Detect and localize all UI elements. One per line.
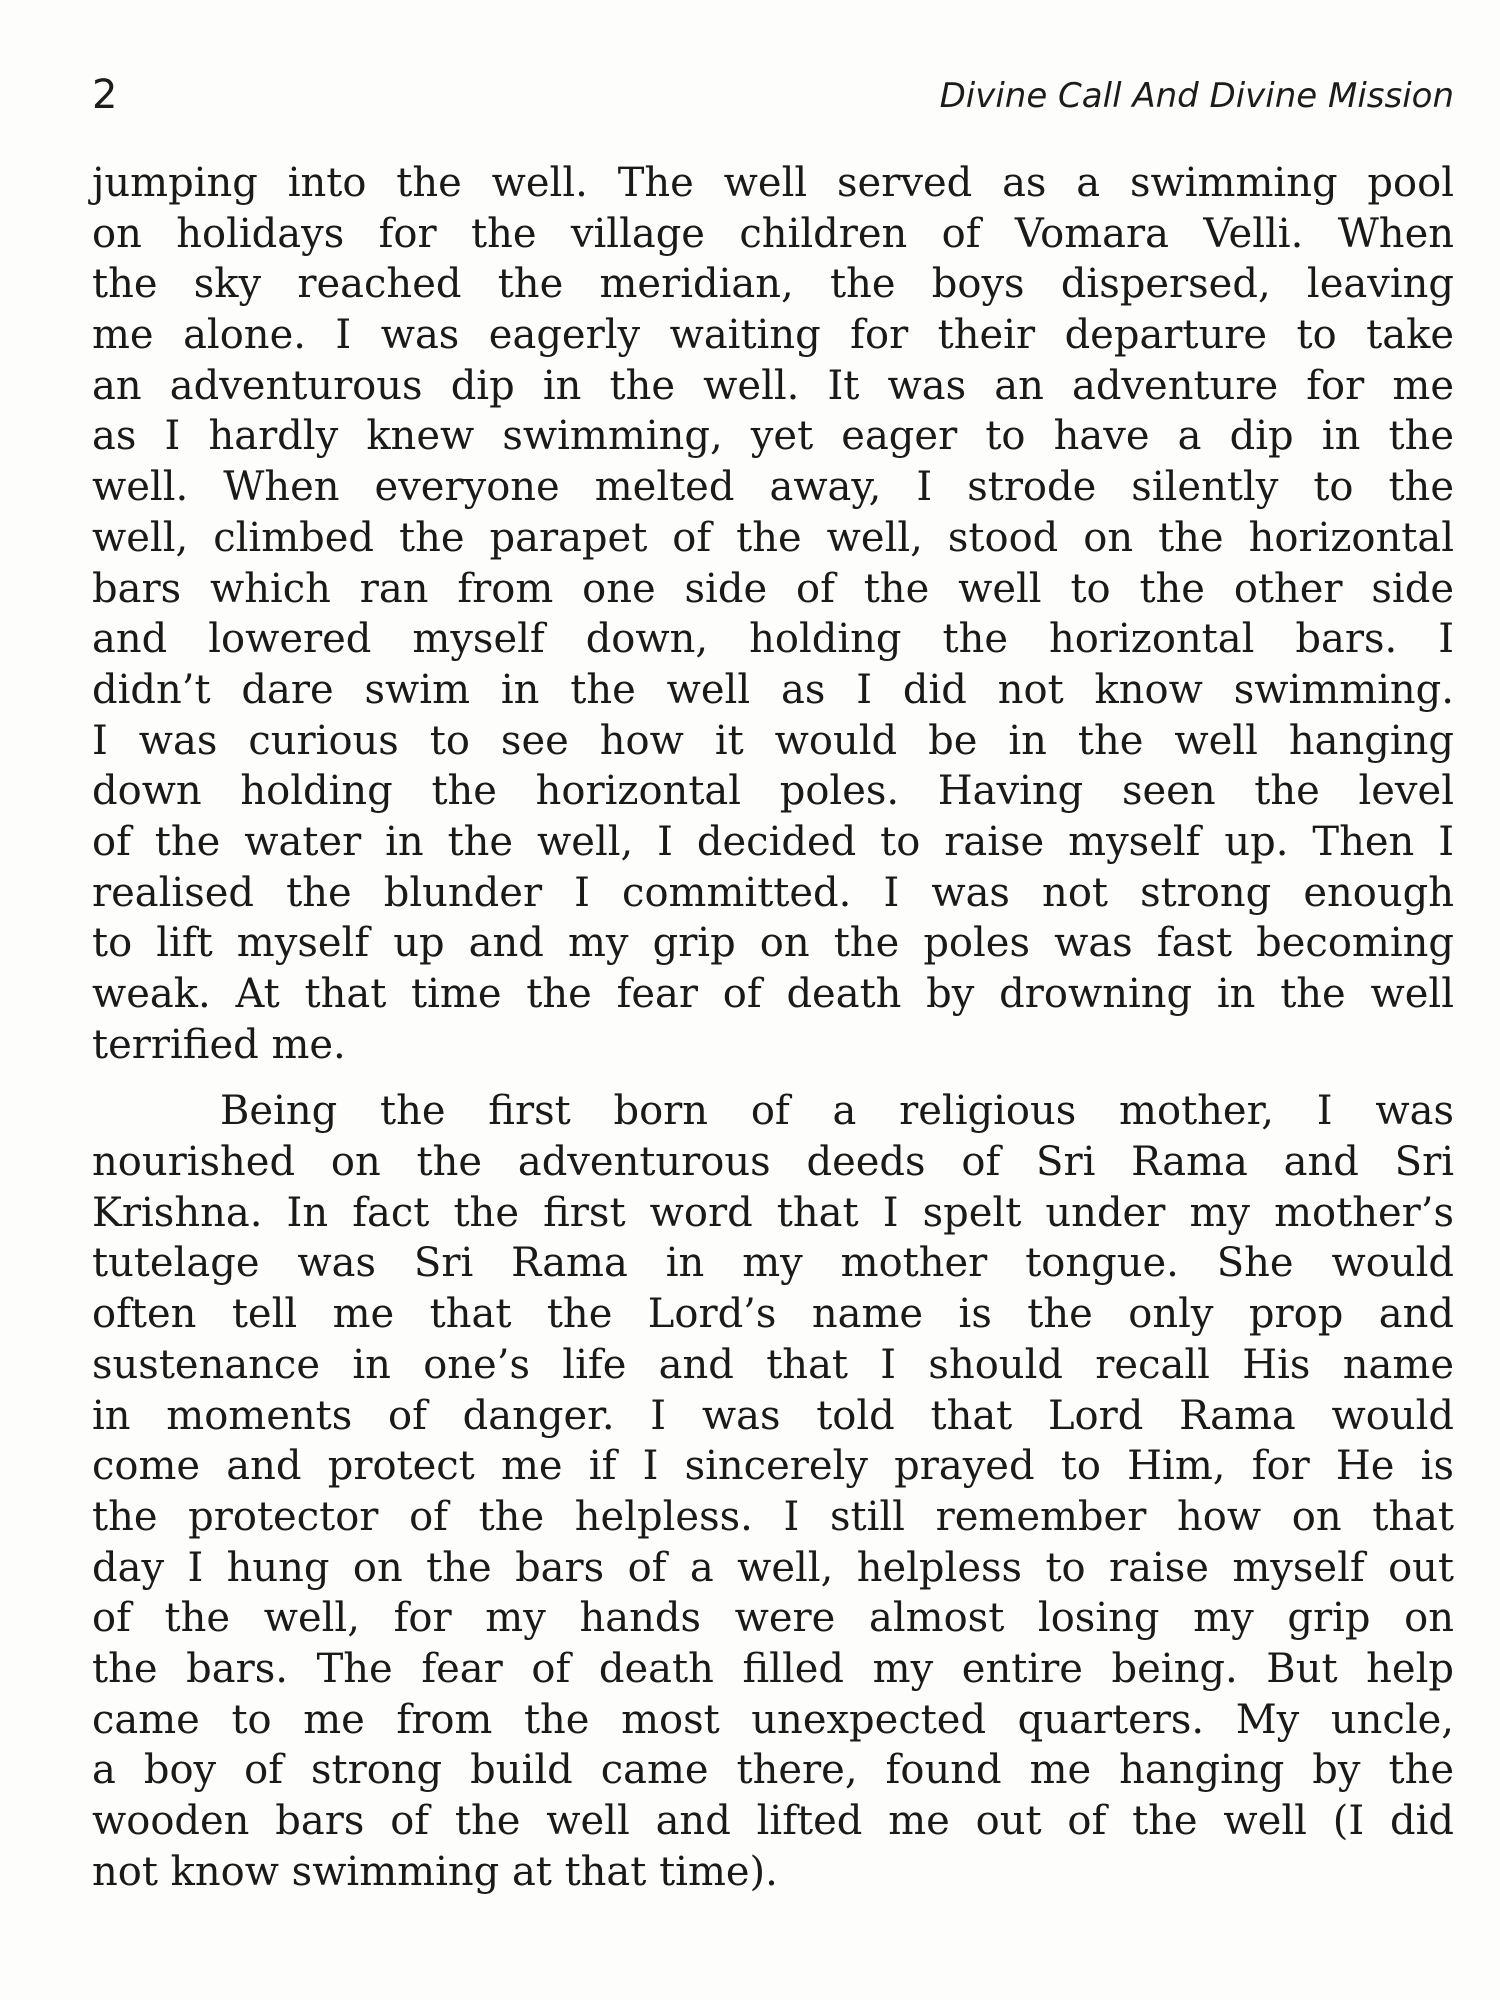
- text-line: Krishna. In fact the first word that I spelt under my mother’s: [92, 1189, 1454, 1236]
- text-line: of the well, for my hands were almost losing my grip on: [92, 1595, 1454, 1642]
- text-line: realised the blunder I committed. I was not strong enough: [92, 869, 1454, 916]
- text-line: down holding the horizontal poles. Having seen the level: [92, 768, 1454, 815]
- text-line: wooden bars of the well and lifted me out of the well (I did: [92, 1798, 1454, 1844]
- text-line: bars which ran from one side of the well to the other side: [92, 565, 1454, 612]
- text-line: sustenance in one’s life and that I should recall His name: [92, 1341, 1454, 1388]
- text-line: me alone. I was eagerly waiting for their departure to take: [92, 312, 1454, 359]
- text-line: terrified me.: [92, 1021, 346, 1068]
- text-line: as I hardly knew swimming, yet eager to have a dip in the: [92, 413, 1454, 460]
- text-line: day I hung on the bars of a well, helpless to raise myself out: [92, 1544, 1454, 1591]
- text-line: well, climbed the parapet of the well, stood on the horizontal: [92, 514, 1454, 561]
- text-line: tutelage was Sri Rama in my mother tongue. She would: [92, 1240, 1454, 1287]
- text-line: Being the first born of a religious mother, I was: [220, 1088, 1454, 1135]
- text-line: jumping into the well. The well served as a swimming pool: [92, 160, 1454, 206]
- text-line: I was curious to see how it would be in the well hanging: [92, 717, 1454, 764]
- text-line: often tell me that the Lord’s name is the only prop and: [92, 1291, 1454, 1338]
- text-line: and lowered myself down, holding the horizontal bars. I: [92, 616, 1454, 663]
- text-line: came to me from the most unexpected quarters. My uncle,: [92, 1696, 1454, 1743]
- text-line: a boy of strong build came there, found me hanging by the: [92, 1747, 1454, 1794]
- running-title: Divine Call And Divine Mission: [939, 76, 1454, 116]
- text-line: the bars. The fear of death filled my entire being. But help: [92, 1645, 1454, 1692]
- page-number: 2: [92, 72, 118, 118]
- text-line: an adventurous dip in the well. It was an adventure for me: [92, 362, 1454, 409]
- text-line: weak. At that time the fear of death by drowning in the well: [92, 971, 1454, 1017]
- text-line: not know swimming at that time).: [92, 1848, 778, 1895]
- body-text: [92, 158, 1454, 1897]
- text-line: come and protect me if I sincerely prayed to Him, for He is: [92, 1443, 1454, 1490]
- paragraph-2: [92, 1086, 1454, 1897]
- text-line: in moments of danger. I was told that Lord Rama would: [92, 1392, 1454, 1439]
- text-line: on holidays for the village children of Vomara Velli. When: [92, 210, 1454, 257]
- text-line: well. When everyone melted away, I strode silently to the: [92, 464, 1454, 511]
- text-line: didn’t dare swim in the well as I did not know swimming.: [92, 666, 1454, 713]
- text-line: to lift myself up and my grip on the poles was fast becoming: [92, 920, 1454, 967]
- text-line: the protector of the helpless. I still remember how on that: [92, 1493, 1454, 1540]
- text-line: the sky reached the meridian, the boys dispersed, leaving: [92, 261, 1454, 308]
- paragraph-1: [92, 158, 1454, 1070]
- text-line: nourished on the adventurous deeds of Sri Rama and Sri: [92, 1139, 1454, 1186]
- text-line: of the water in the well, I decided to raise myself up. Then I: [92, 818, 1454, 865]
